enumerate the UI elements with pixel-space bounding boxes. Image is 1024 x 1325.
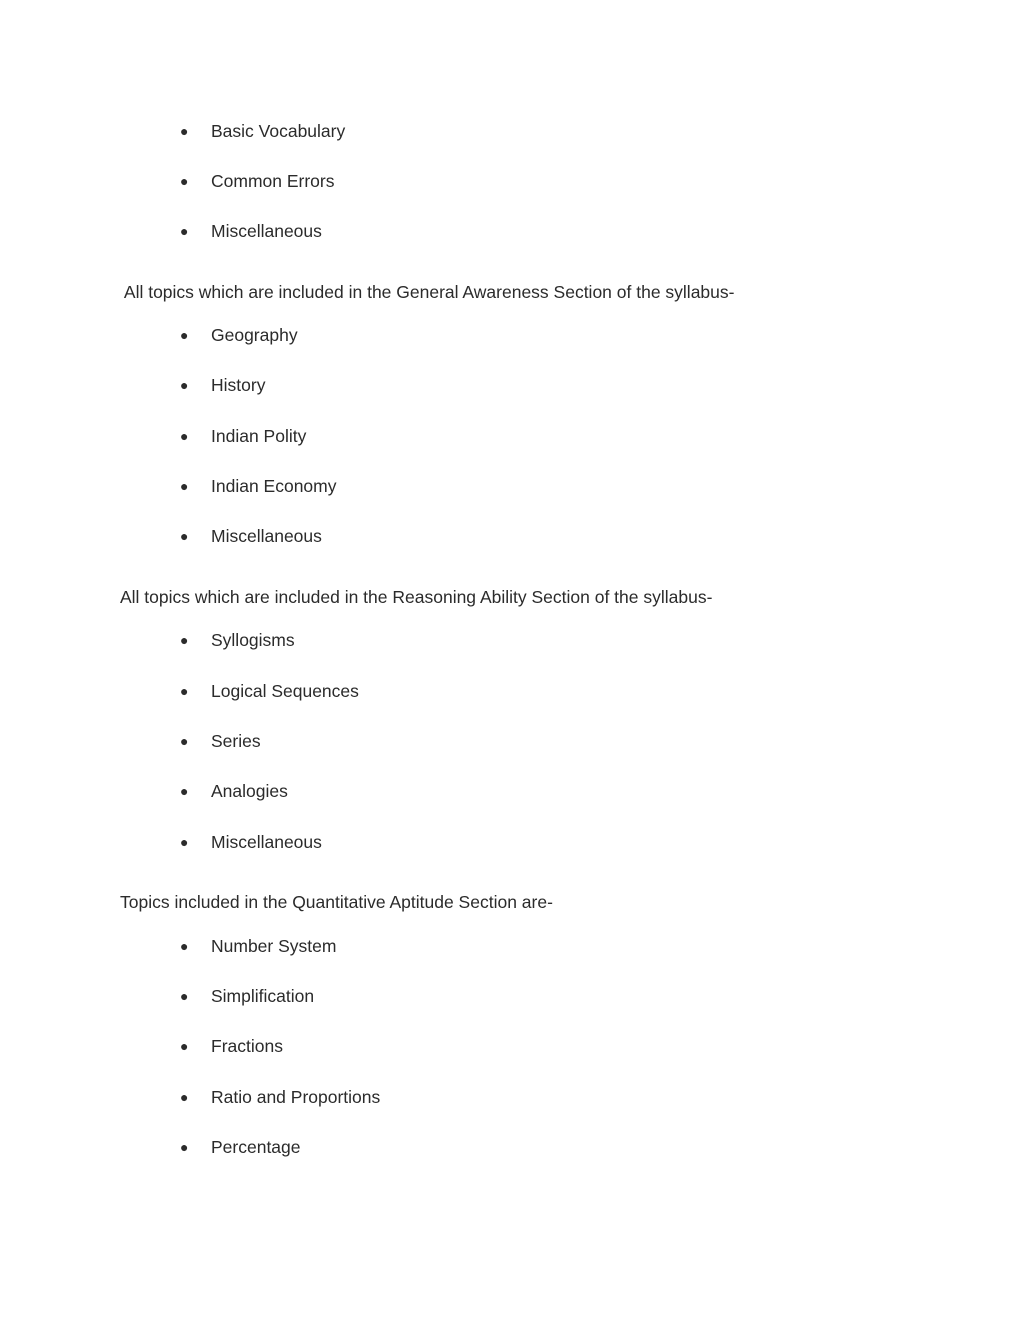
list-item xyxy=(180,984,314,1008)
bullet-icon: ● xyxy=(180,1139,189,1155)
list-item-text: Analogies xyxy=(211,781,288,801)
section-heading-general-awareness: All topics which are included in the General Awareness Section of the syllabus- xyxy=(120,282,735,302)
list-item-text: Simplification xyxy=(211,986,315,1006)
list-item xyxy=(180,1135,301,1159)
bullet-icon: ● xyxy=(180,938,189,954)
list-item xyxy=(180,628,295,652)
list-item-text: Indian Polity xyxy=(211,426,307,446)
list-item xyxy=(180,424,306,448)
bullet-icon: ● xyxy=(180,528,189,544)
list-item xyxy=(180,169,335,193)
list-item xyxy=(180,779,288,803)
list-item-text: Miscellaneous xyxy=(211,221,322,241)
list-item xyxy=(180,119,345,143)
bullet-icon: ● xyxy=(180,783,189,799)
list-item-text: Number System xyxy=(211,936,337,956)
bullet-icon: ● xyxy=(180,1089,189,1105)
list-item xyxy=(180,474,337,498)
list-item xyxy=(180,524,322,548)
bullet-icon: ● xyxy=(180,428,189,444)
list-item-text: Common Errors xyxy=(211,171,335,191)
bullet-icon: ● xyxy=(180,123,189,139)
list-item xyxy=(180,729,261,753)
bullet-icon: ● xyxy=(180,377,189,393)
list-item-text: Miscellaneous xyxy=(211,832,322,852)
bullet-icon: ● xyxy=(180,1038,189,1054)
list-item xyxy=(180,219,322,243)
bullet-icon: ● xyxy=(180,173,189,189)
bullet-icon: ● xyxy=(180,733,189,749)
list-item-text: Syllogisms xyxy=(211,630,295,650)
bullet-icon: ● xyxy=(180,683,189,699)
list-item xyxy=(180,830,322,854)
list-item-text: Basic Vocabulary xyxy=(211,121,346,141)
list-item xyxy=(180,934,336,958)
list-item-text: Logical Sequences xyxy=(211,681,359,701)
bullet-icon: ● xyxy=(180,327,189,343)
list-item xyxy=(180,373,265,397)
list-item-text: History xyxy=(211,375,266,395)
bullet-icon: ● xyxy=(180,988,189,1004)
list-item-text: Fractions xyxy=(211,1036,283,1056)
section-heading-quantitative-aptitude: Topics included in the Quantitative Aptitude Section are- xyxy=(120,892,553,912)
list-item-text: Ratio and Proportions xyxy=(211,1087,381,1107)
list-item xyxy=(180,1085,380,1109)
bullet-icon: ● xyxy=(180,632,189,648)
list-item-text: Indian Economy xyxy=(211,476,337,496)
bullet-icon: ● xyxy=(180,223,189,239)
list-item-text: Series xyxy=(211,731,261,751)
list-item xyxy=(180,679,359,703)
list-item xyxy=(180,1034,283,1058)
list-item-text: Geography xyxy=(211,325,298,345)
list-item xyxy=(180,323,298,347)
bullet-icon: ● xyxy=(180,478,189,494)
section-heading-reasoning-ability: All topics which are included in the Reasoning Ability Section of the syllabus- xyxy=(120,587,713,607)
bullet-icon: ● xyxy=(180,834,189,850)
list-item-text: Miscellaneous xyxy=(211,526,322,546)
list-item-text: Percentage xyxy=(211,1137,301,1157)
